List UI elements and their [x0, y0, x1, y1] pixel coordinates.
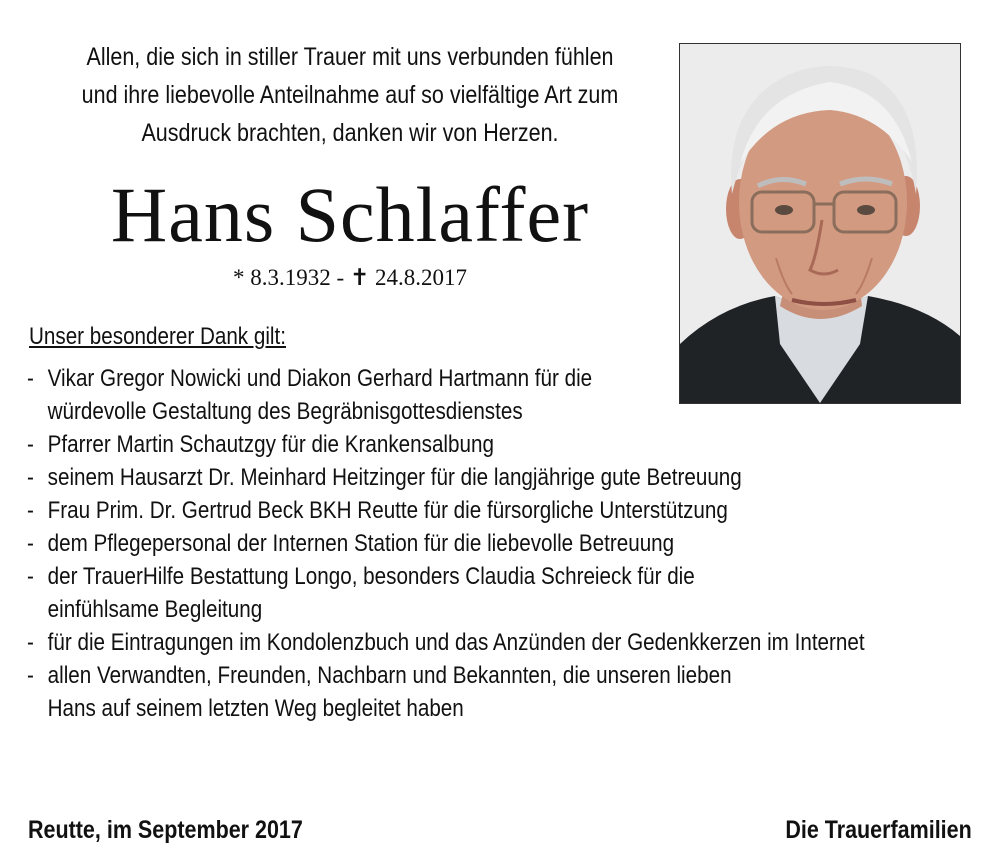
list-item [27, 428, 973, 461]
list-dash: - [27, 563, 34, 590]
list-dash: - [27, 431, 34, 458]
portrait-image [680, 44, 960, 403]
list-item-text: der TrauerHilfe Bestattung Longo, besonders Claudia Schreieck für die einfühlsame Begleitung [47, 563, 695, 623]
list-dash: - [27, 530, 34, 557]
list-item [27, 626, 973, 659]
list-dash: - [27, 662, 34, 689]
list-dash: - [27, 464, 34, 491]
intro-text [66, 38, 634, 152]
intro-line: Ausdruck brachten, danken wir von Herzen. [141, 119, 559, 147]
intro-line: und ihre liebevolle Anteilnahme auf so vielfältige Art zum [81, 81, 619, 109]
list-item-text: Vikar Gregor Nowicki und Diakon Gerhard Hartmann für die würdevolle Gestaltung des Begräbnisgottesdienstes [47, 365, 593, 425]
list-item [27, 527, 973, 560]
deceased-name: Hans Schlaffer [110, 171, 590, 258]
list-item [27, 362, 973, 428]
list-item-text: seinem Hausarzt Dr. Meinhard Heitzinger für die langjährige gute Betreuung [47, 464, 742, 491]
intro-line: Allen, die sich in stiller Trauer mit uns verbunden fühlen [86, 43, 614, 71]
portrait-photo [679, 43, 961, 404]
list-dash: - [27, 629, 34, 656]
list-item-text: für die Eintragungen im Kondolenzbuch und das Anzünden der Gedenkkerzen im Internet [47, 629, 865, 656]
life-dates: * 8.3.1932 - ✝ 24.8.2017 [233, 265, 467, 290]
thanks-heading: Unser besonderer Dank gilt: [29, 323, 286, 350]
list-item [27, 560, 973, 626]
signature: Die Trauerfamilien [785, 816, 972, 844]
list-item [27, 461, 973, 494]
list-item-text: Pfarrer Martin Schautzgy für die Krankensalbung [47, 431, 494, 458]
list-dash: - [27, 365, 34, 392]
thanks-list [27, 362, 973, 725]
list-item-text: allen Verwandten, Freunden, Nachbarn und Bekannten, die unseren lieben Hans auf seinem letzten Weg begleitet haben [47, 662, 732, 722]
list-item-text: dem Pflegepersonal der Internen Station für die liebevolle Betreuung [47, 530, 675, 557]
list-item-text: Frau Prim. Dr. Gertrud Beck BKH Reutte für die fürsorgliche Unterstützung [47, 497, 728, 524]
list-dash: - [27, 497, 34, 524]
list-item [27, 494, 973, 527]
list-item [27, 659, 973, 725]
place-and-date: Reutte, im September 2017 [28, 816, 303, 844]
